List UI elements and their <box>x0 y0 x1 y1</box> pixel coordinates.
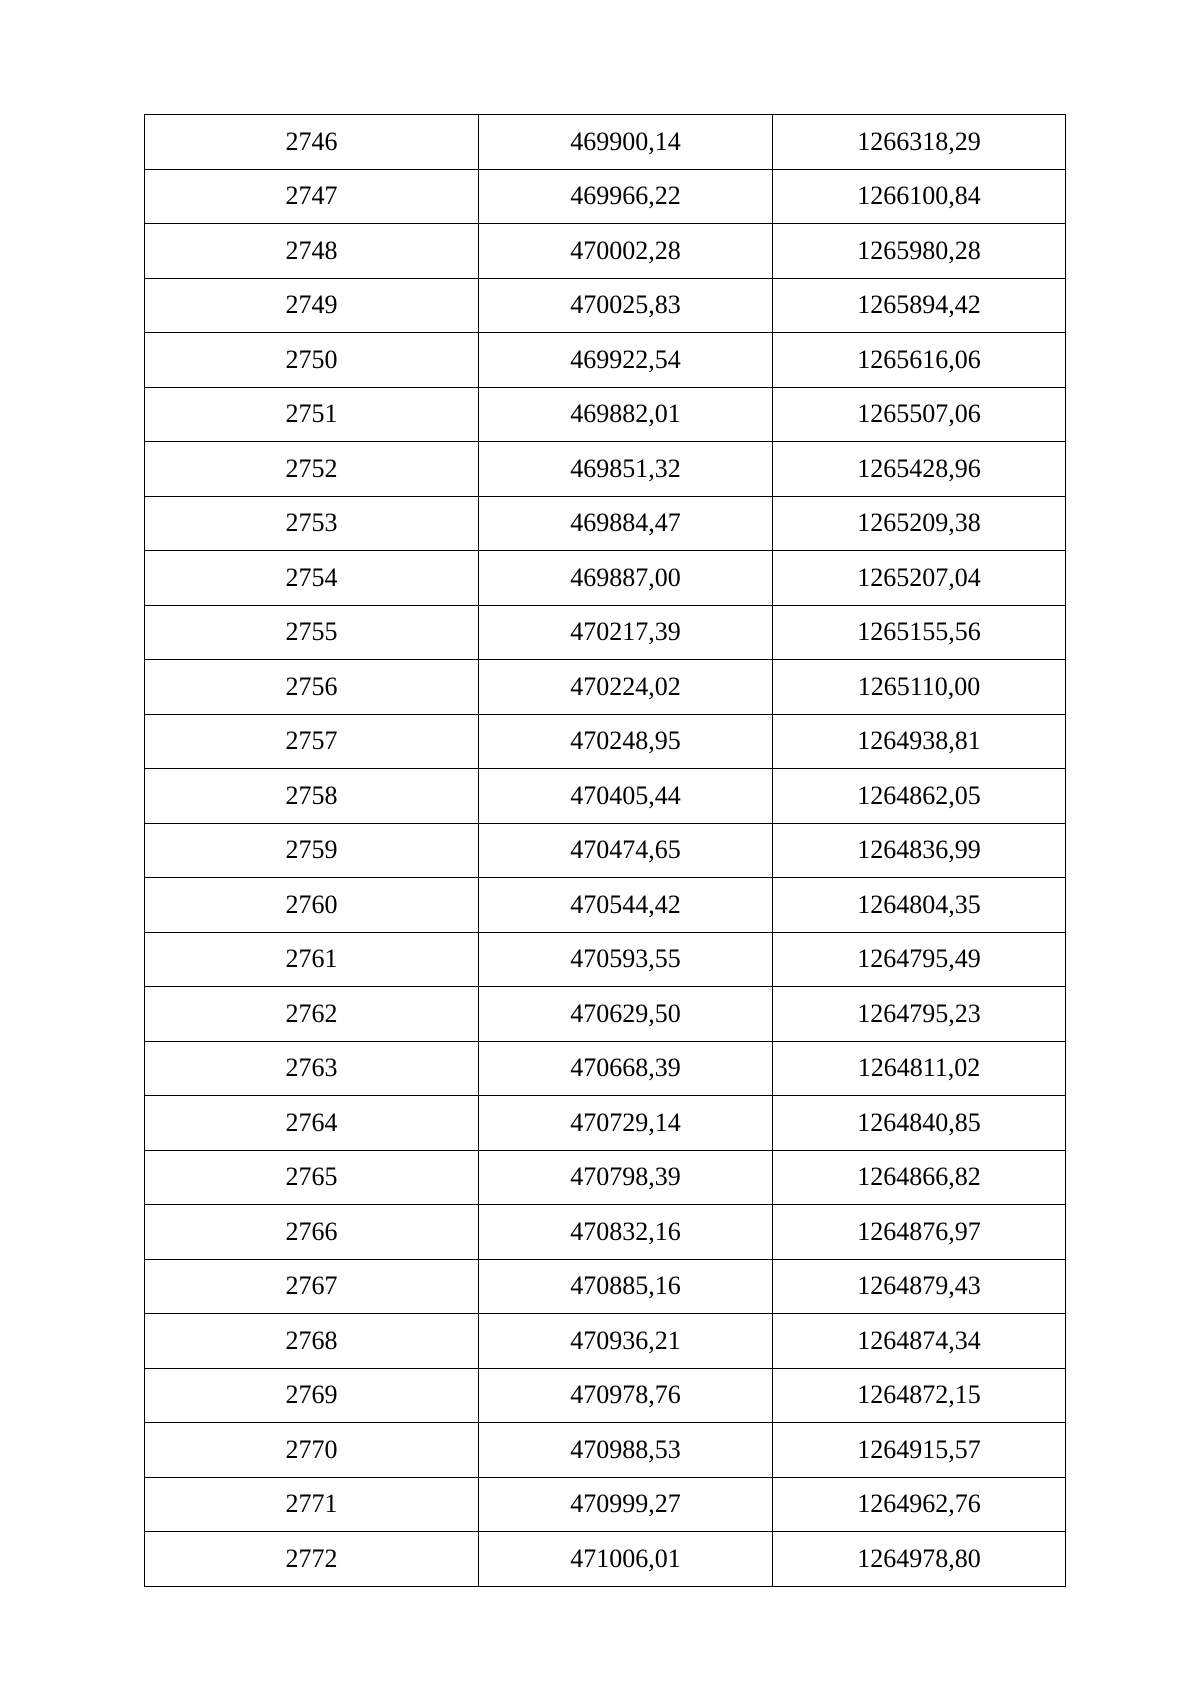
table-row <box>145 278 1066 333</box>
table-row <box>145 660 1066 715</box>
table-row <box>145 496 1066 551</box>
table-row <box>145 169 1066 224</box>
point-number-cell: 2772 <box>145 1532 479 1587</box>
table-row <box>145 1314 1066 1369</box>
point-number-cell: 2764 <box>145 1096 479 1151</box>
x-coordinate-cell: 470002,28 <box>479 224 773 279</box>
y-coordinate-cell: 1265507,06 <box>773 387 1066 442</box>
point-number-cell: 2768 <box>145 1314 479 1369</box>
table-row <box>145 224 1066 279</box>
y-coordinate-cell: 1265110,00 <box>773 660 1066 715</box>
table-row <box>145 1150 1066 1205</box>
y-coordinate-cell: 1264978,80 <box>773 1532 1066 1587</box>
x-coordinate-cell: 470248,95 <box>479 714 773 769</box>
x-coordinate-cell: 470798,39 <box>479 1150 773 1205</box>
point-number-cell: 2765 <box>145 1150 479 1205</box>
y-coordinate-cell: 1266100,84 <box>773 169 1066 224</box>
x-coordinate-cell: 469966,22 <box>479 169 773 224</box>
x-coordinate-cell: 469887,00 <box>479 551 773 606</box>
point-number-cell: 2753 <box>145 496 479 551</box>
x-coordinate-cell: 469922,54 <box>479 333 773 388</box>
y-coordinate-cell: 1266318,29 <box>773 115 1066 170</box>
point-number-cell: 2769 <box>145 1368 479 1423</box>
table-row <box>145 1096 1066 1151</box>
table-row <box>145 769 1066 824</box>
point-number-cell: 2758 <box>145 769 479 824</box>
y-coordinate-cell: 1265428,96 <box>773 442 1066 497</box>
y-coordinate-cell: 1264938,81 <box>773 714 1066 769</box>
point-number-cell: 2746 <box>145 115 479 170</box>
point-number-cell: 2747 <box>145 169 479 224</box>
point-number-cell: 2755 <box>145 605 479 660</box>
table-row <box>145 1041 1066 1096</box>
y-coordinate-cell: 1264811,02 <box>773 1041 1066 1096</box>
x-coordinate-cell: 470885,16 <box>479 1259 773 1314</box>
y-coordinate-cell: 1264795,23 <box>773 987 1066 1042</box>
y-coordinate-cell: 1264836,99 <box>773 823 1066 878</box>
coordinates-table <box>144 114 1066 1587</box>
point-number-cell: 2748 <box>145 224 479 279</box>
table-row <box>145 605 1066 660</box>
x-coordinate-cell: 470593,55 <box>479 932 773 987</box>
x-coordinate-cell: 469900,14 <box>479 115 773 170</box>
point-number-cell: 2761 <box>145 932 479 987</box>
x-coordinate-cell: 470978,76 <box>479 1368 773 1423</box>
x-coordinate-cell: 470629,50 <box>479 987 773 1042</box>
table-row <box>145 1368 1066 1423</box>
x-coordinate-cell: 470217,39 <box>479 605 773 660</box>
x-coordinate-cell: 470729,14 <box>479 1096 773 1151</box>
x-coordinate-cell: 470832,16 <box>479 1205 773 1260</box>
point-number-cell: 2762 <box>145 987 479 1042</box>
y-coordinate-cell: 1265616,06 <box>773 333 1066 388</box>
table-row <box>145 987 1066 1042</box>
x-coordinate-cell: 470936,21 <box>479 1314 773 1369</box>
y-coordinate-cell: 1265207,04 <box>773 551 1066 606</box>
table-row <box>145 333 1066 388</box>
y-coordinate-cell: 1264915,57 <box>773 1423 1066 1478</box>
y-coordinate-cell: 1264862,05 <box>773 769 1066 824</box>
x-coordinate-cell: 469851,32 <box>479 442 773 497</box>
y-coordinate-cell: 1265980,28 <box>773 224 1066 279</box>
coordinates-table-body <box>145 115 1066 1587</box>
table-row <box>145 1477 1066 1532</box>
point-number-cell: 2766 <box>145 1205 479 1260</box>
point-number-cell: 2763 <box>145 1041 479 1096</box>
point-number-cell: 2750 <box>145 333 479 388</box>
x-coordinate-cell: 470025,83 <box>479 278 773 333</box>
table-row <box>145 932 1066 987</box>
table-row <box>145 1532 1066 1587</box>
y-coordinate-cell: 1264874,34 <box>773 1314 1066 1369</box>
y-coordinate-cell: 1265155,56 <box>773 605 1066 660</box>
x-coordinate-cell: 470224,02 <box>479 660 773 715</box>
table-row <box>145 1423 1066 1478</box>
table-row <box>145 115 1066 170</box>
x-coordinate-cell: 469882,01 <box>479 387 773 442</box>
table-row <box>145 714 1066 769</box>
point-number-cell: 2757 <box>145 714 479 769</box>
x-coordinate-cell: 470668,39 <box>479 1041 773 1096</box>
x-coordinate-cell: 470999,27 <box>479 1477 773 1532</box>
x-coordinate-cell: 469884,47 <box>479 496 773 551</box>
x-coordinate-cell: 470988,53 <box>479 1423 773 1478</box>
point-number-cell: 2749 <box>145 278 479 333</box>
y-coordinate-cell: 1264879,43 <box>773 1259 1066 1314</box>
y-coordinate-cell: 1264804,35 <box>773 878 1066 933</box>
table-row <box>145 1259 1066 1314</box>
y-coordinate-cell: 1264866,82 <box>773 1150 1066 1205</box>
point-number-cell: 2771 <box>145 1477 479 1532</box>
x-coordinate-cell: 470544,42 <box>479 878 773 933</box>
y-coordinate-cell: 1264872,15 <box>773 1368 1066 1423</box>
point-number-cell: 2759 <box>145 823 479 878</box>
point-number-cell: 2752 <box>145 442 479 497</box>
y-coordinate-cell: 1264840,85 <box>773 1096 1066 1151</box>
table-row <box>145 551 1066 606</box>
table-row <box>145 1205 1066 1260</box>
table-row <box>145 823 1066 878</box>
y-coordinate-cell: 1265209,38 <box>773 496 1066 551</box>
y-coordinate-cell: 1265894,42 <box>773 278 1066 333</box>
point-number-cell: 2770 <box>145 1423 479 1478</box>
point-number-cell: 2756 <box>145 660 479 715</box>
y-coordinate-cell: 1264795,49 <box>773 932 1066 987</box>
point-number-cell: 2767 <box>145 1259 479 1314</box>
point-number-cell: 2751 <box>145 387 479 442</box>
x-coordinate-cell: 471006,01 <box>479 1532 773 1587</box>
point-number-cell: 2760 <box>145 878 479 933</box>
table-row <box>145 442 1066 497</box>
table-row <box>145 878 1066 933</box>
x-coordinate-cell: 470405,44 <box>479 769 773 824</box>
table-row <box>145 387 1066 442</box>
point-number-cell: 2754 <box>145 551 479 606</box>
y-coordinate-cell: 1264962,76 <box>773 1477 1066 1532</box>
x-coordinate-cell: 470474,65 <box>479 823 773 878</box>
y-coordinate-cell: 1264876,97 <box>773 1205 1066 1260</box>
